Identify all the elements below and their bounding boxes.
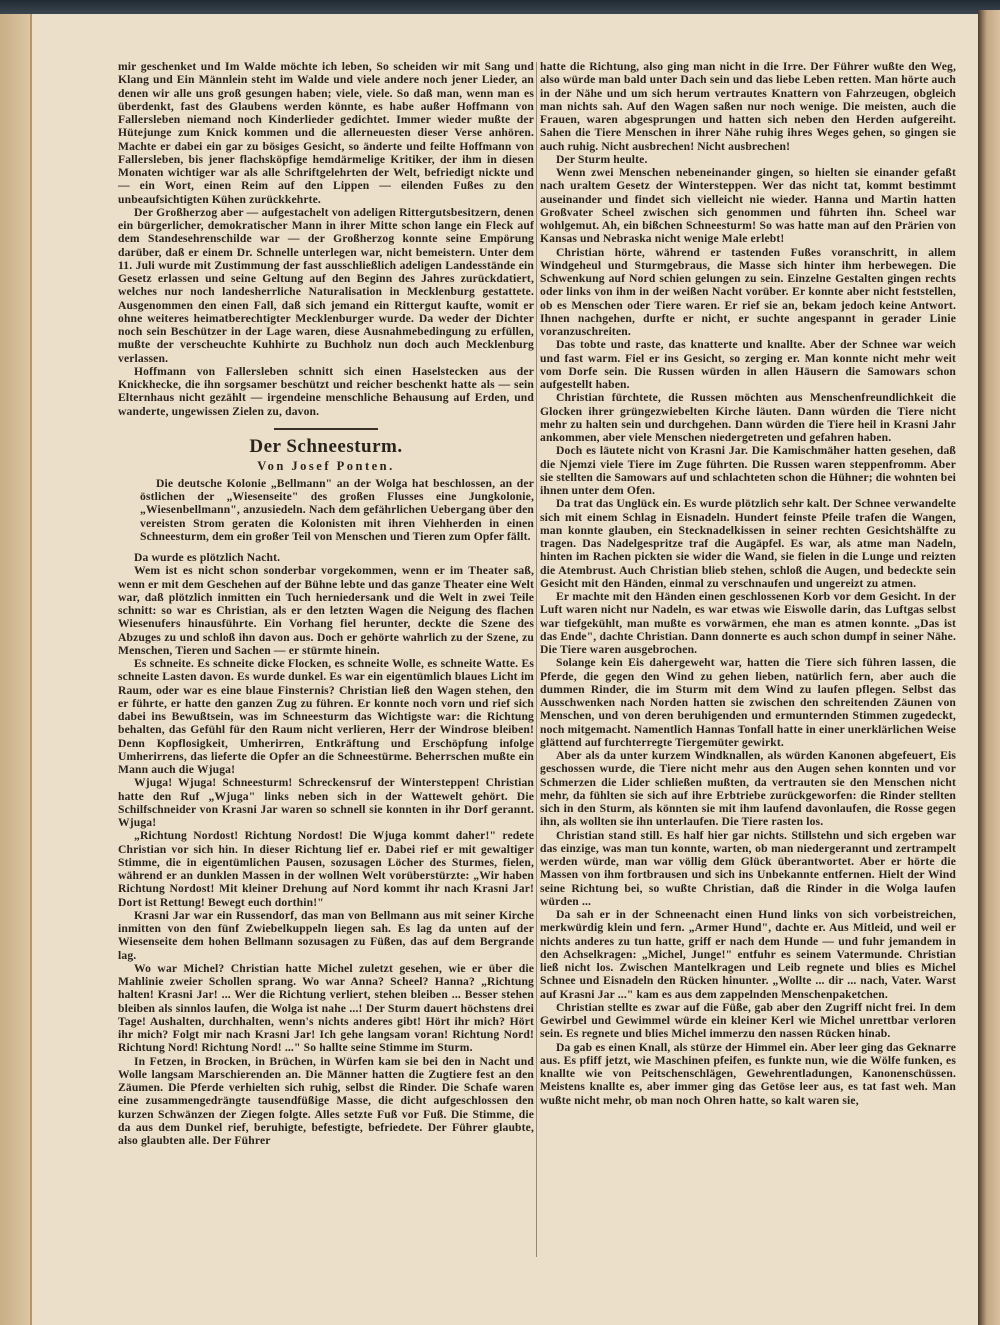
article-body-right — [540, 60, 956, 1107]
paragraph: Krasni Jar war ein Russendorf, das man von Bellmann aus mit seiner Kirche inmitten von den fünf Zwiebelkuppeln liegen sah. Es lag da unten auf der Wiesenseite dem hohen Bellmann sozusagen zu Füßen, das auf dem Bergrande lag. — [118, 908, 534, 962]
paragraph: Der Großherzog aber — aufgestachelt von adeligen Rittergutsbesitzern, denen ein bürgerlicher, demokratischer Mann in ihrer Mitte schon lange ein Fleck auf dem Standesehrenschilde war — der Großherzog konnte seine Empörung darüber, daß er einem Dr. Schnelle unterlegen war, nicht bemeistern. Unter dem 11. Juli wurde mit Zustimmung der fast ausschließlich adeligen Landesstände ein Gesetz erlassen und seine Geltung auf den Beginn des Jahres zurückdatiert, welches nur noch landesherrliche Naturalisation in Mecklenburg gestattete. Ausgenommen den einen Fall, daß sich jemand ein Rittergut kaufte, womit er ohne weiteres heimatberechtigter Mecklenburger wurde. Da weder der Dichter noch sein Beschützer in der Lage waren, diese Ausnahmebedingung zu erfüllen, mußte der verscheuchte Kuhhirte zu Buchholz nun doch auch Mecklenburg verlassen. — [118, 205, 534, 365]
paragraph: Das tobte und raste, das knatterte und knallte. Aber der Schnee war weich und fast warm. Fiel er ins Gesicht, so zerging er. Man konnte nicht mehr weit vom Dorfe sein. Die Russen würden in allen Häusern die Samowars schon aufgestellt haben. — [540, 338, 956, 391]
scanner-edge-top — [0, 0, 1000, 14]
page-binding-edge — [0, 14, 32, 1325]
page-edge-right — [978, 10, 1000, 1325]
paragraph: Doch es läutete nicht von Krasni Jar. Die Kamischmäher hatten gesehen, daß die Njemzi viele Tiere im Zuge führten. Die Russen waren steppenfromm. Aber sie stellten die Samowars auf und schlachteten schon die Hühner; die wohnten bei ihnen unter dem Ofen. — [540, 444, 956, 497]
paragraph: Er machte mit den Händen einen geschlossenen Korb vor dem Gesicht. In der Luft waren nicht nur Nadeln, es war etwas wie Eiswolle darin, das Luftgas selbst war tiefgekühlt, man mußte es vorwärmen, ehe man es atmen konnte. „Das ist das Ende", dachte Christian. Dann donnerte es auch schon dumpf in seiner Nähe. Die Tiere waren ausgebrochen. — [540, 590, 956, 656]
paragraph: Da gab es einen Knall, als stürze der Himmel ein. Aber leer ging das Geknarre aus. Es pfiff jetzt, wie Maschinen pfeifen, es funkte nun, wie die Wölfe funken, es knallte wie von Peitschenschlägen, Gewehrentladungen, Kanonenschüssen. Meistens knallte es, aber immer ging das Getöse leer aus, es tat fast weh. Man wußte nicht mehr, ob man noch Ohren hatte, so kalt waren sie, — [540, 1040, 956, 1107]
article-separator-rule — [274, 428, 378, 430]
paragraph: Der Sturm heulte. — [556, 152, 648, 166]
paragraph: Wem ist es nicht schon sonderbar vorgekommen, wenn er im Theater saß, wenn er mit dem Geschehen auf der Bühne lebte und das ganze Theater eine Welt war, daß plötzlich inmitten ein Tuch herniedersank und die Welt in zwei Teile schnitt: so war es Christian, als er den letzten Wagen die Neigung des flachen Wiesenufers hinausführte. Ein Vorhang fiel herunter, deckte die Szene des Abzuges zu und schloß ihn davon aus. Doch er gehörte wahrlich zu der Szene, zu Menschen, Tieren und Sachen — er stürmte hinein. — [118, 564, 534, 657]
previous-article-continuation — [118, 60, 534, 418]
paragraph: hatte die Richtung, also ging man nicht in die Irre. Der Führer wußte den Weg, also würde man bald unter Dach sein und das liebe Leben retten. Man hörte auch in der Nähe und um sich herum vertrautes Knattern von Fahrzeugen, obgleich man nichts sah. Auf den Wagen saßen nur noch wenige. Die meisten, auch die Frauen, waren abgesprungen und hatten sich neben den Herden aufgereiht. Sahen die Tiere Menschen in ihrer Nähe ruhig ihres Weges gehen, so gingen sie auch ruhig. Nicht ausbrechen! Nicht ausbrechen! — [540, 60, 956, 153]
paragraph: Christian fürchtete, die Russen möchten aus Menschenfreundlichkeit die Glocken ihrer grüngezwiebelten Kirche läuten. Dann würden die Tiere nicht mehr zu halten sein und durchgehen. Dann würden die Tiere heil in Krasni Jahr ankommen, aber viele Menschen niedergetreten und gefahren haben. — [540, 391, 956, 444]
article-title: Der Schneesturm. — [249, 435, 403, 457]
text-column-left — [118, 60, 534, 1258]
paragraph: Hoffmann von Fallersleben schnitt sich einen Haselstecken aus der Knickhecke, die ihn sorgsamer beschützt und reicher beschenkt hatte als — sein Elternhaus nicht gezählt — irgendeine menschliche Behausung auf Erden, und wanderte, ungewissen Zielen zu, davon. — [118, 364, 534, 418]
paragraph: In Fetzen, in Brocken, in Brüchen, in Würfen kam sie bei den in Nacht und Wolle langsam Marschierenden an. Die Männer hatten die Zugtiere fest an den Zäumen. Die Pferde verhielten sich ruhig, selbst die Rinder. Die Schafe waren eine zusammengedrängte tausendfüßige Masse, die dicht aufgeschlossen den kurzen Schwänzen der Ziegen folgte. Alles setzte Fuß vor Fuß. Die Stimme, die da aus dem Dunkel rief, beruhigte, befestigte, befriedete. Der Führer glaubte, also glaubten alle. Der Führer — [118, 1054, 534, 1147]
paragraph: Wjuga! Wjuga! Schneesturm! Schreckensruf der Wintersteppen! Christian hatte den Ruf „Wjuga" links neben sich in der Wattewelt gehört. Die Schilfschneider von Krasni Jar waren so schnell sie konnten in ihr Dorf gerannt. Wjuga! — [118, 776, 534, 829]
paragraph: „Richtung Nordost! Richtung Nordost! Die Wjuga kommt daher!" redete Christian vor sich hin. In dieser Richtung lief er. Dabei rief er mit gewaltiger Stimme, die in eigentümlichen Pausen, sozusagen Löcher des Sturmes, fielen, während er an dunklen Massen in der wollnen Welt vorüberstürzte: „Wir haben Richtung Nordost! Mit kleiner Drehung auf Nord kommt ihr nach Krasni Jar! Dort ist Rettung! Bewegt euch dorthin!" — [118, 829, 534, 909]
paragraph: Christian stellte es zwar auf die Füße, gab aber den Zugriff nicht frei. In dem Gewirbel und Gewimmel würde ein kleiner Kerl wie Michel unrettbar verloren sein. Es regnete und blies Michel immerzu den nassen Rücken hinab. — [540, 1000, 956, 1041]
paragraph: Da wurde es plötzlich Nacht. — [134, 551, 281, 564]
paragraph: Wenn zwei Menschen nebeneinander gingen, so hielten sie einander gefaßt nach uraltem Gesetz der Wintersteppen. Wer das nicht tat, kommt bestimmt auseinander und findet sich vielleicht nie wieder. Hanna und Martin hatten Großvater Scheel zwischen sich genommen und führten ihn. Scheel war wohlgemut. Ah, ein bißchen Schneesturm! So was hatte man auf den Prärien von Kansas und Nebraska nicht wenige Male erlebt! — [540, 166, 956, 246]
paragraph: Da sah er in der Schneenacht einen Hund links von sich vorbeistreichen, merkwürdig klein und fern. „Armer Hund", dachte er. Aus Mitleid, und weil er nichts anderes zu tun hatte, griff er nach dem Hunde — und fuhr jemandem in den Achselkragen: „Michel, Junge!" entfuhr es seinem Vatermunde. Christian ließ nicht los. Zwischen Mantelkragen und Leib regnete und blies es Michel Schnee und Eisnadeln den Rücken hinunter. „Wollte ... dir ... nach, Vater. Warst auf Krasni Jar ..." kam es aus dem zappelnden Menschenpaketchen. — [540, 908, 956, 1001]
article-byline: Von Josef Ponten. — [257, 458, 395, 473]
paragraph: Christian stand still. Es half hier gar nichts. Stillstehn und sich ergeben war das einzige, was man tun konnte, warten, ob man niedergerannt und zertrampelt werden würde, man war völlig dem Glück überantwortet. Aber er hörte die Massen von ihm fortbrausen und sich ins Unbekannte entfernen. Hielt der Wind seine Richtung bei, so wußte Christian, daß die Rinder in die Wolga laufen würden ... — [540, 828, 956, 908]
paragraph: Wo war Michel? Christian hatte Michel zuletzt gesehen, wie er über die Mahlinie zweier Schollen sprang. Wo war Anna? Scheel? Hanna? „Richtung halten! Krasni Jar! ... Wer die Richtung verliert, stehen bleiben ... Besser stehen bleiben als sinnlos laufen, die Wolga ist nahe ...! Der Sturm dauert höchstens drei Tage! Aushalten, durchhalten, wenn's nichts anderes gibt! Hört ihr mich? Hört ihr mich? Folgt mir nach Krasni Jar! Ich gehe langsam voran! Richtung Nord! Richtung Nord! Richtung Nord! ..." So hallte seine Stimme im Sturm. — [118, 961, 534, 1055]
paragraph: Christian hörte, während er tastenden Fußes voranschritt, in allem Windgeheul und Sturmgebraus, die Masse sich hinter ihm herbewegen. Die Schwenkung auf Nord schien gelungen zu sein. Einzelne Gestalten gingen rechts oder links von ihm in der weißen Nacht vorüber. Er konnte aber nicht feststellen, ob es Menschen oder Tiere waren. Er rief sie an, bekam jedoch keine Antwort. Ihnen nachgehen, durfte er nicht, er suchte angespannt in gerader Linie voranzuschreiten. — [540, 245, 956, 338]
article-intro: Die deutsche Kolonie „Bellmann" an der Wolga hat beschlossen, an der östlichen der „Wiesenseite" des großen Flusses eine Jungkolonie, „Wiesenbellmann", anzusiedeln. Nach dem gefährlichen Uebergang über den vereisten Strom geraten die Kolonisten mit ihren Viehherden in einen Schneesturm, dem ein großer Teil von Menschen und Tieren zum Opfer fällt. — [140, 476, 534, 543]
article-body-left — [118, 551, 534, 1147]
paragraph: mir geschenket und Im Walde möchte ich leben, So scheiden wir mit Sang und Klang und Ein Männlein steht im Walde und viele andere noch jener Lieder, an denen wir alle uns groß gesungen haben; viele, viele. So daß man, wenn man es überdenkt, fast des Glaubens werden könnte, es habe außer Hoffmann von Fallersleben niemand noch Kinderlieder gedichtet. Immer wieder mußte der Hütejunge zum Knick kommen und die allerneuesten dieser Verse anhören. Machte er dabei ein gar zu bösiges Gesicht, so änderte und feilte Hoffmann von Fallersleben, bis jener flachsköpfige hemdärmelige Kritiker, der ihm in diesen Monaten wichtiger war als alle Schriftgelehrten der Welt, befriedigt nickte und — ein Wort, einen Reim auf den Lippen — eilenden Fußes zu den unbeaufsichtigten Kühen zurückkehrte. — [118, 60, 534, 206]
paragraph: Es schneite. Es schneite dicke Flocken, es schneite Wolle, es schneite Watte. Es schneite Lasten davon. Es wurde dunkel. Es war ein eigentümlich blaues Licht im Raum, oder war es eine blaue Finsternis? Christian ließ den Wagen stehen, den er führte, er hatte den ganzen Zug zu führen. Er konnte noch vorn und rief sich dabei ins Bewußtsein, was im Schneesturm das Wichtigste war: die Richtung behalten, das Gefühl für den Raum nicht verlieren, Herr der Windrose bleiben! Denn Kopflosigkeit, Umherirren, Entkräftung und Erschöpfung infolge Umherirrens, das lieferte die Opfer an die Schneestürme. Beherrschen mußte ein Mann auch die Wjuga! — [118, 657, 534, 776]
column-divider — [536, 62, 537, 1257]
text-column-right — [540, 60, 956, 1258]
paragraph: Solange kein Eis dahergeweht war, hatten die Tiere sich führen lassen, die Pferde, die gegen den Wind zu gehen lieben, natürlich fern, aber auch die dummen Rinder, die im Sturm mit dem Wind zu laufen pflegen. Selbst das Ausschwenken nach Norden hatten sie zwischen den schreitenden Zäunen von Menschen, und von deren beruhigenden und ermunternden Stimmen zugedeckt, noch mitgemacht. Namentlich Hannas Tonfall hatte in einer unerklärlichen Weise glättend auf furchterregte Tiergemüter gewirkt. — [540, 656, 956, 749]
paragraph: Aber als da unter kurzem Windknallen, als würden Kanonen abgefeuert, Eis geschossen wurde, die Tiere nicht mehr aus den Augen sehen konnten und vor Schmerzen die Lider schließen mußten, da vertrauten sie den Menschen nicht mehr, da fühlten sie sich auf ihre Erbtriebe zurückgeworfen: die Rinder stellten sich in den Sturm, als könnten sie mit ihm laufend davonlaufen, die Rosse gegen ihn, als wollten sie ihn unterlaufen. Die Tiere rasten los. — [540, 749, 956, 829]
paragraph: Da trat das Unglück ein. Es wurde plötzlich sehr kalt. Der Schnee verwandelte sich mit einem Schlag in Eisnadeln. Hundert feinste Pfeile trafen die Wangen, man konnte glauben, ein Stecknadelkissen in seiner rechten Gesichtshälfte zu tragen. Das Nadelgespritze traf die Augäpfel. Es war, als atme man Nadeln, hinten im Rachen pickten sie wider die Wand, sie fielen in die Lunge und reizten die Atembrust. Auch Christian blieb stehen, schloß die Augen, und bedeckte sein Gesicht mit den Händen, einmal zu verschnaufen und ungereizt zu atmen. — [540, 497, 956, 590]
